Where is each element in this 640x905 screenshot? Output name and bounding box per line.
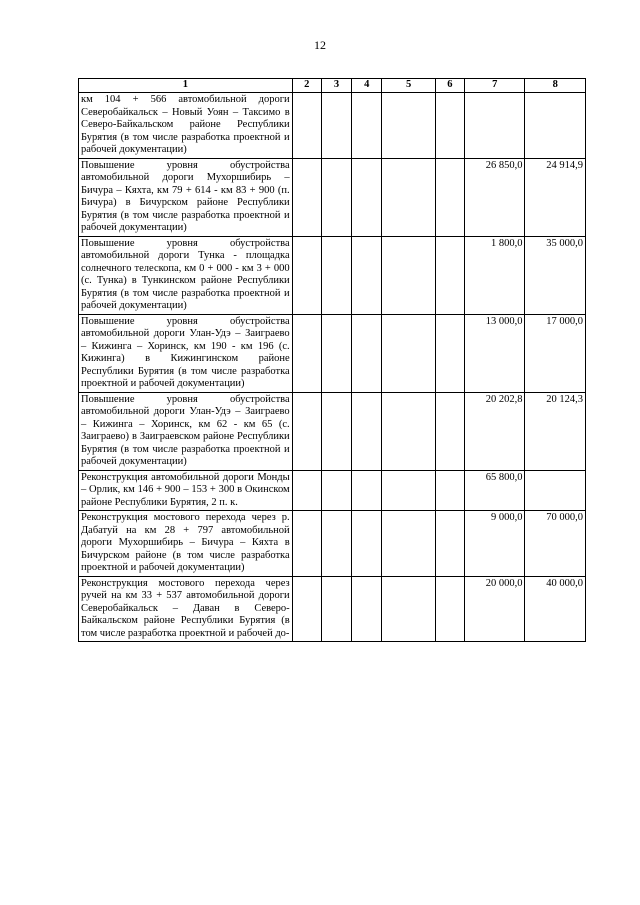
empty-cell xyxy=(292,314,321,392)
amount-col8: 24 914,9 xyxy=(525,158,586,236)
empty-cell xyxy=(435,236,464,314)
object-description: Реконструкция мостового перехода через ручей на км 33 + 537 автомобильной дороги Северобайкальск – Даван в Северо-Байкальском районе Республики Бурятия (в том числе разработка проектной и рабочей до- xyxy=(79,576,293,642)
empty-cell xyxy=(382,511,435,577)
empty-cell xyxy=(352,93,382,159)
empty-cell xyxy=(292,470,321,511)
object-description: Повышение уровня обустройства автомобильной дороги Тунка - площадка солнечного телескопа, км 0 + 000 - км 3 + 000 (с. Тунка) в Тункинском районе Республики Бурятия (в том числе разработка проектной и рабочей документации) xyxy=(79,236,293,314)
column-header: 5 xyxy=(382,79,435,93)
empty-cell xyxy=(435,392,464,470)
empty-cell xyxy=(382,576,435,642)
empty-cell xyxy=(292,576,321,642)
page-number: 12 xyxy=(314,38,326,52)
column-header: 7 xyxy=(464,79,524,93)
table-row xyxy=(79,236,586,314)
object-description: Реконструкция мостового перехода через р. Дабатуй на км 28 + 797 автомобильной дороги Мухоршибирь – Бичура – Кяхта в Бичурском районе (в том числе разработка проектной и рабочей документации) xyxy=(79,511,293,577)
budget-table xyxy=(78,78,586,642)
empty-cell xyxy=(382,314,435,392)
table-row xyxy=(79,158,586,236)
empty-cell xyxy=(321,470,351,511)
column-header: 6 xyxy=(435,79,464,93)
empty-cell xyxy=(321,236,351,314)
object-description: Повышение уровня обустройства автомобильной дороги Улан-Удэ – Заиграево – Кижинга – Хоринск, км 62 - км 65 (с. Заиграево) в Заиграевском районе Республики Бурятия (в том числе разработка проектной и рабочей документации) xyxy=(79,392,293,470)
table-row xyxy=(79,576,586,642)
empty-cell xyxy=(292,158,321,236)
amount-col7 xyxy=(464,93,524,159)
empty-cell xyxy=(382,93,435,159)
empty-cell xyxy=(382,470,435,511)
empty-cell xyxy=(352,470,382,511)
empty-cell xyxy=(352,314,382,392)
empty-cell xyxy=(321,576,351,642)
empty-cell xyxy=(435,576,464,642)
table-row xyxy=(79,314,586,392)
empty-cell xyxy=(292,392,321,470)
empty-cell xyxy=(352,576,382,642)
column-header: 1 xyxy=(79,79,293,93)
empty-cell xyxy=(382,158,435,236)
amount-col7: 20 202,8 xyxy=(464,392,524,470)
empty-cell xyxy=(352,236,382,314)
column-header: 8 xyxy=(525,79,586,93)
empty-cell xyxy=(435,93,464,159)
empty-cell xyxy=(352,392,382,470)
column-header: 3 xyxy=(321,79,351,93)
empty-cell xyxy=(382,392,435,470)
empty-cell xyxy=(435,314,464,392)
empty-cell xyxy=(435,511,464,577)
object-description: Повышение уровня обустройства автомобильной дороги Мухоршибирь – Бичура – Кяхта, км 79 + 614 - км 83 + 900 (п. Бичура) в Бичурском районе Республики Бурятия (в том числе разработка проектной и рабочей документации) xyxy=(79,158,293,236)
empty-cell xyxy=(352,158,382,236)
empty-cell xyxy=(292,236,321,314)
amount-col7: 20 000,0 xyxy=(464,576,524,642)
empty-cell xyxy=(382,236,435,314)
amount-col7: 13 000,0 xyxy=(464,314,524,392)
empty-cell xyxy=(292,93,321,159)
amount-col8 xyxy=(525,93,586,159)
column-header: 2 xyxy=(292,79,321,93)
amount-col8: 20 124,3 xyxy=(525,392,586,470)
amount-col8: 35 000,0 xyxy=(525,236,586,314)
empty-cell xyxy=(352,511,382,577)
empty-cell xyxy=(292,511,321,577)
amount-col8 xyxy=(525,470,586,511)
table-row xyxy=(79,511,586,577)
object-description: Реконструкция автомобильной дороги Монды – Орлик, км 146 + 900 – 153 + 300 в Окинском районе Республики Бурятия, 2 п. к. xyxy=(79,470,293,511)
empty-cell xyxy=(321,314,351,392)
empty-cell xyxy=(321,511,351,577)
empty-cell xyxy=(435,470,464,511)
empty-cell xyxy=(321,93,351,159)
header-row xyxy=(79,79,586,93)
object-description: Повышение уровня обустройства автомобильной дороги Улан-Удэ – Заиграево – Кижинга – Хоринск, км 190 - км 196 (с. Кижинга) в Кижингинском районе Республики Бурятия (в том числе разработка проектной и рабочей документации) xyxy=(79,314,293,392)
column-header: 4 xyxy=(352,79,382,93)
table-row xyxy=(79,392,586,470)
amount-col8: 40 000,0 xyxy=(525,576,586,642)
amount-col8: 70 000,0 xyxy=(525,511,586,577)
amount-col7: 1 800,0 xyxy=(464,236,524,314)
empty-cell xyxy=(435,158,464,236)
amount-col7: 9 000,0 xyxy=(464,511,524,577)
empty-cell xyxy=(321,158,351,236)
empty-cell xyxy=(321,392,351,470)
amount-col8: 17 000,0 xyxy=(525,314,586,392)
object-description: км 104 + 566 автомобильной дороги Северобайкальск – Новый Уоян – Таксимо в Северо-Байкальском районе Республики Бурятия (в том числе разработка проектной и рабочей документации) xyxy=(79,93,293,159)
amount-col7: 26 850,0 xyxy=(464,158,524,236)
table-row xyxy=(79,470,586,511)
amount-col7: 65 800,0 xyxy=(464,470,524,511)
table-row xyxy=(79,93,586,159)
